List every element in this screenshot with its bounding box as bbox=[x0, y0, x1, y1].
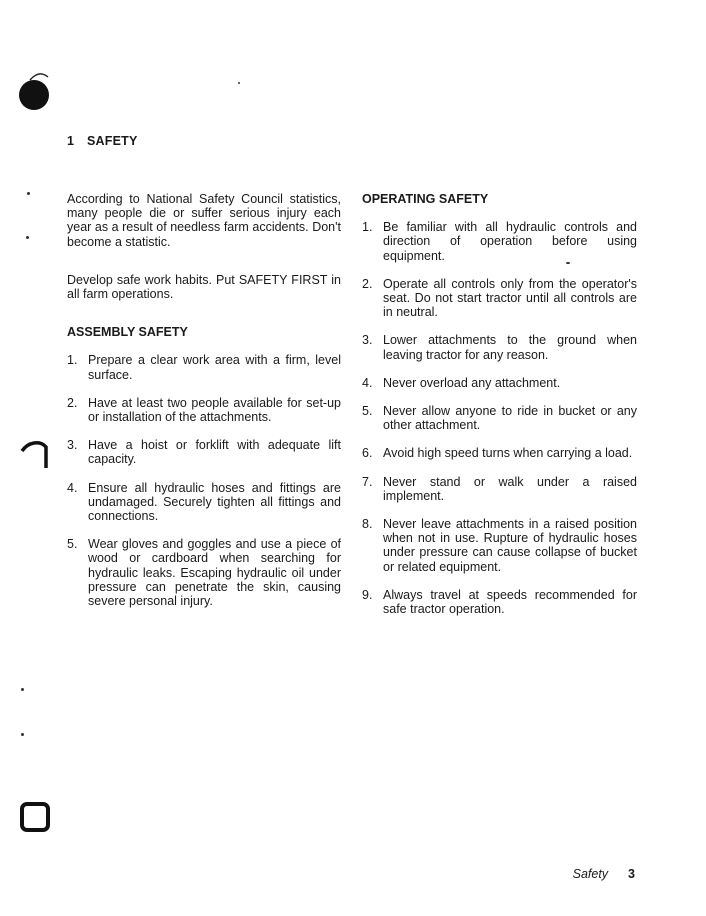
item-number: 1. bbox=[362, 220, 373, 235]
item-text: Operate all controls only from the operator's seat. Do not start tractor until all controls are in neutral. bbox=[383, 276, 637, 320]
item-number: 5. bbox=[362, 404, 373, 419]
list-item bbox=[67, 481, 341, 524]
item-number: 8. bbox=[362, 517, 373, 532]
list-item bbox=[362, 376, 637, 390]
item-text: Never stand or walk under a raised implement. bbox=[383, 474, 637, 503]
item-text: Have a hoist or forklift with adequate lift capacity. bbox=[88, 438, 341, 467]
section-heading-operating-safety: OPERATING SAFETY bbox=[362, 192, 489, 206]
item-text: Wear gloves and goggles and use a piece of wood or cardboard when searching for hydraulic leaks. Escaping hydraulic oil under pressure can penetrate the skin, causing severe personal injury. bbox=[88, 537, 341, 609]
binder-hole-outline bbox=[20, 802, 50, 832]
item-text: Ensure all hydraulic hoses and fittings are undamaged. Securely tighten all fittings and connections. bbox=[88, 480, 341, 524]
list-item bbox=[362, 277, 637, 320]
page-footer bbox=[573, 867, 635, 881]
item-number: 7. bbox=[362, 474, 373, 489]
chapter-number: 1 bbox=[67, 134, 75, 148]
item-text: Avoid high speed turns when carrying a load. bbox=[383, 446, 633, 461]
page-number: 3 bbox=[628, 867, 635, 881]
item-number: 2. bbox=[67, 395, 78, 410]
item-text: Never overload any attachment. bbox=[383, 375, 561, 390]
item-number: 3. bbox=[67, 438, 78, 453]
item-text: Never allow anyone to ride in bucket or any other attachment. bbox=[383, 404, 637, 433]
intro-paragraph: Develop safe work habits. Put SAFETY FIRST in all farm operations. bbox=[67, 272, 341, 302]
item-text: Prepare a clear work area with a firm, level surface. bbox=[88, 353, 341, 382]
speck bbox=[21, 688, 24, 691]
pen-mark bbox=[28, 70, 56, 84]
list-item bbox=[362, 588, 637, 616]
list-item bbox=[67, 353, 341, 381]
item-number: 4. bbox=[67, 480, 78, 495]
footer-section-name: Safety bbox=[572, 867, 609, 881]
item-text: Never leave attachments in a raised position when not in use. Rupture of hydraulic hoses under pressure can cause collapse of bucket or related equipment. bbox=[383, 517, 637, 574]
operating-safety-list bbox=[362, 220, 637, 616]
speck bbox=[26, 236, 29, 239]
list-item bbox=[362, 475, 637, 503]
list-item bbox=[362, 333, 637, 361]
item-number: 3. bbox=[362, 333, 373, 348]
speck bbox=[27, 192, 30, 195]
list-item bbox=[67, 537, 341, 608]
list-item bbox=[362, 446, 637, 460]
list-item bbox=[67, 438, 341, 466]
item-number: 4. bbox=[362, 375, 373, 390]
item-number: 9. bbox=[362, 587, 373, 602]
item-text: Have at least two people available for set-up or installation of the attachments. bbox=[88, 395, 341, 425]
chapter-heading bbox=[67, 134, 138, 148]
list-item bbox=[362, 517, 637, 574]
list-item bbox=[362, 404, 637, 432]
chapter-title: SAFETY bbox=[87, 134, 138, 148]
intro-paragraph: According to National Safety Council statistics, many people die or suffer serious injury each year as a result of needless farm accidents. Don't become a statistic. bbox=[67, 192, 341, 249]
assembly-safety-list bbox=[67, 353, 341, 608]
section-heading-assembly-safety: ASSEMBLY SAFETY bbox=[67, 325, 188, 340]
right-column bbox=[362, 192, 637, 630]
item-number: 5. bbox=[67, 537, 78, 552]
hook-mark bbox=[18, 438, 52, 470]
left-column bbox=[67, 192, 341, 622]
item-number: 2. bbox=[362, 276, 373, 291]
item-text: Always travel at speeds recommended for safe tractor operation. bbox=[383, 587, 637, 617]
item-text: Lower attachments to the ground when leaving tractor for any reason. bbox=[383, 333, 637, 362]
binder-hole-mark bbox=[19, 80, 49, 110]
speck bbox=[21, 733, 24, 736]
item-number: 1. bbox=[67, 353, 78, 368]
list-item bbox=[67, 396, 341, 424]
speck bbox=[238, 82, 240, 84]
item-text: Be familiar with all hydraulic controls and direction of operation before using equipment. bbox=[383, 220, 637, 263]
list-item bbox=[362, 220, 637, 263]
item-number: 6. bbox=[362, 446, 373, 461]
